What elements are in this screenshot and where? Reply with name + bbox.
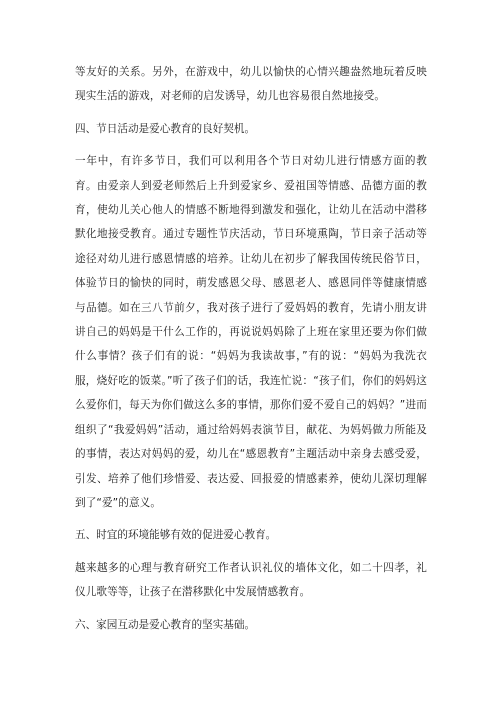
section-heading-5: 五、时宜的环境能够有效的促进爱心教育。 (75, 529, 277, 542)
spacer (75, 548, 427, 556)
spacer (75, 515, 427, 523)
section-heading-6: 六、家园互动是爱心教育的坚实基础。 (75, 618, 256, 631)
document-page (75, 60, 427, 637)
spacer (75, 141, 427, 149)
spacer (75, 605, 427, 613)
section-heading-4: 四、节日活动是爱心教育的良好契机。 (75, 122, 256, 135)
paragraph-2: 一年中，有许多节日，我们可以利用各个节日对幼儿进行情感方面的教育。由爱亲人到爱老师然后上升到爱家乡、爱祖国等情感、品德方面的教育，使幼儿关心他人的情感不断地得到激发和强化，让幼儿在活动中潜移默化地接受教育。通过专题性节庆活动，节日环境熏陶，节日亲子活动等途径对幼儿进行感恩情感的培养。让幼儿在初步了解我国传统民俗节日，体验节日的愉快的同时，萌发感恩父母、感恩老人、感恩同伴等健康情感与品德。如在三八节前夕，我对孩子进行了爱妈妈的教育，先请小朋友讲讲自己的妈妈是干什么工作的，再说说妈妈除了上班在家里还要为你们做什么事情？孩子们有的说：“妈妈为我读故事，”有的说：“妈妈为我洗衣服，烧好吃的饭菜。”听了孩子们的话，我连忙说：“孩子们，你们的妈妈这么爱你们，每天为你们做这么多的事情，那你们爱不爱自己的妈妈？”进而组织了“我爱妈妈”活动，通过给妈妈表演节目，献花、为妈妈做力所能及的事情，表达对妈妈的爱，幼儿在“感恩教育”主题活动中亲身去感受爱，引发、培养了他们珍惜爱、表达爱、回报爱的情感素养，使幼儿深切理解到了“爱”的意义。 (75, 155, 427, 509)
spacer (75, 109, 427, 117)
paragraph-3: 越来越多的心理与教育研究工作者认识礼仪的墙体文化，如二十四孝，礼仪儿歌等等，让孩子在潜移默化中发展情感教育。 (75, 561, 427, 599)
paragraph-1: 等友好的关系。另外，在游戏中，幼儿以愉快的心情兴趣盎然地玩着反映现实生活的游戏，对老师的启发诱导，幼儿也容易很自然地接受。 (75, 66, 427, 103)
